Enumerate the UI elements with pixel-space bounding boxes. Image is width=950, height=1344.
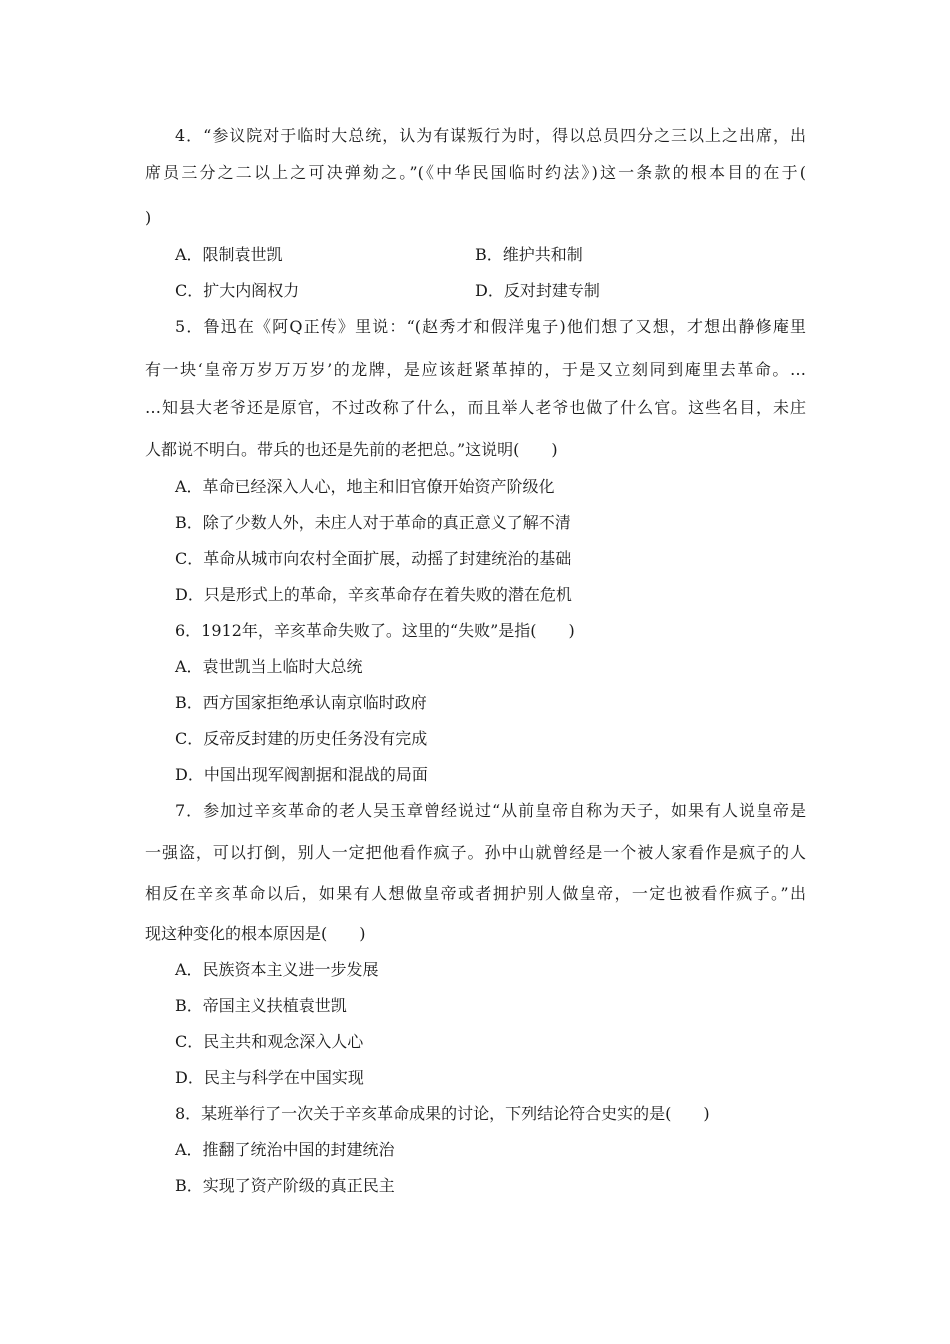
question-4-option-d: D．反对封建专制 xyxy=(475,281,600,300)
question-7-option-a: A．民族资本主义进一步发展 xyxy=(175,960,379,979)
question-7-option-b: B．帝国主义扶植袁世凯 xyxy=(175,996,347,1015)
question-7-line-1: 7．参加过辛亥革命的老人吴玉章曾经说过“从前皇帝自称为天子，如果有人说皇帝是 xyxy=(175,801,806,820)
question-6-option-b: B．西方国家拒绝承认南京临时政府 xyxy=(175,693,427,712)
question-4-option-a: A．限制袁世凯 xyxy=(175,245,283,264)
question-5-option-b: B．除了少数人外，未庄人对于革命的真正意义了解不清 xyxy=(175,513,571,532)
question-4-option-b: B．维护共和制 xyxy=(475,245,583,264)
question-6-option-a: A．袁世凯当上临时大总统 xyxy=(175,657,363,676)
question-8-option-a: A．推翻了统治中国的封建统治 xyxy=(175,1140,395,1159)
question-7-option-c: C．民主共和观念深入人心 xyxy=(175,1032,364,1051)
question-5-line-4: 人都说不明白。带兵的也还是先前的老把总。”这说明( ) xyxy=(145,440,558,459)
question-4-line-1: 4．“参议院对于临时大总统，认为有谋叛行为时，得以总员四分之三以上之出席，出 xyxy=(175,126,806,145)
question-5-option-d: D．只是形式上的革命，辛亥革命存在着失败的潜在危机 xyxy=(175,585,572,604)
question-7-line-4: 现这种变化的根本原因是( ) xyxy=(145,924,366,943)
question-5-line-3: …知县大老爷还是原官，不过改称了什么，而且举人老爷也做了什么官。这些名目，未庄 xyxy=(145,398,806,417)
question-4-option-c: C．扩大内阁权力 xyxy=(175,281,300,300)
question-6-option-c: C．反帝反封建的历史任务没有完成 xyxy=(175,729,428,748)
question-6-option-d: D．中国出现军阀割据和混战的局面 xyxy=(175,765,428,784)
question-4-line-3: ) xyxy=(145,208,152,227)
question-5-line-1: 5．鲁迅在《阿Q正传》里说：“(赵秀才和假洋鬼子)他们想了又想，才想出静修庵里 xyxy=(175,317,806,336)
question-5-line-2: 有一块‘皇帝万岁万万岁’的龙牌，是应该赶紧革掉的，于是又立刻同到庵里去革命。… xyxy=(145,360,806,379)
question-5-option-a: A．革命已经深入人心，地主和旧官僚开始资产阶级化 xyxy=(175,477,555,496)
question-5-option-c: C．革命从城市向农村全面扩展，动摇了封建统治的基础 xyxy=(175,549,572,568)
question-8-line-1: 8．某班举行了一次关于辛亥革命成果的讨论，下列结论符合史实的是( ) xyxy=(175,1104,710,1123)
question-7-option-d: D．民主与科学在中国实现 xyxy=(175,1068,364,1087)
question-8-option-b: B．实现了资产阶级的真正民主 xyxy=(175,1176,395,1195)
question-7-line-2: 一强盗，可以打倒，别人一定把他看作疯子。孙中山就曾经是一个被人家看作是疯子的人 xyxy=(145,843,806,862)
question-7-line-3: 相反在辛亥革命以后，如果有人想做皇帝或者拥护别人做皇帝，一定也被看作疯子。”出 xyxy=(145,884,806,903)
question-6-line-1: 6．1912年，辛亥革命失败了。这里的“失败”是指( ) xyxy=(175,621,575,640)
question-4-line-2: 席员三分之二以上之可决弹劾之。”(《中华民国临时约法》)这一条款的根本目的在于( xyxy=(145,163,806,182)
